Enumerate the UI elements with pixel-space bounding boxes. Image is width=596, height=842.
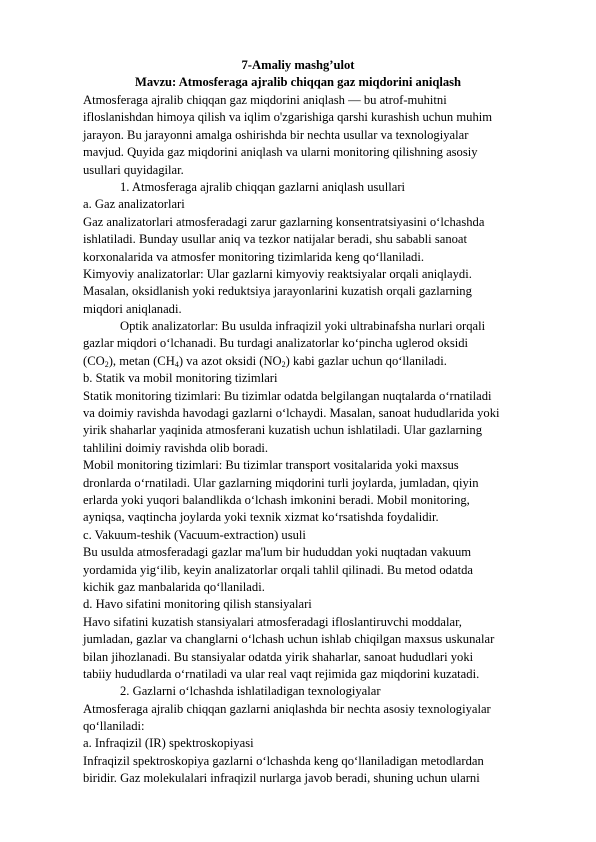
text-line: Masalan, oksidlanish yoki reduktsiya jarayonlarini kuzatish orqali gazlarning <box>83 284 472 299</box>
subsection-heading: d. Havo sifatini monitoring qilish stansiyalari <box>83 597 312 612</box>
section-heading: 1. Atmosferaga ajralib chiqqan gazlarni aniqlash usullari <box>120 179 406 194</box>
text-line: mavjud. Quyida gaz miqdorini aniqlash va ularni monitoring qilishning asosiy <box>83 145 478 160</box>
text-line: Bu usulda atmosferadagi gazlar ma'lum bir hududdan yoki nuqtadan vakuum <box>83 545 472 560</box>
text-line: usullari quyidagilar. <box>83 162 184 177</box>
subsection-heading: b. Statik va mobil monitoring tizimlari <box>83 371 278 386</box>
text-line: gazlar miqdori o‘lchanadi. Bu turdagi analizatorlar ko‘pincha uglerod oksidi <box>83 336 469 351</box>
text-line: ayniqsa, vaqtincha joylarda yoki texnik xizmat ko‘rsatishda foydalidir. <box>83 510 439 525</box>
subsection-heading: c. Vakuum-teshik (Vacuum-extraction) usuli <box>83 527 306 542</box>
text-line: Statik monitoring tizimlari: Bu tizimlar odatda belgilangan nuqtalarda o‘rnatiladi <box>83 388 492 403</box>
text-line: dronlarda o‘rnatiladi. Ular gazlarning miqdorini turli joylarda, jumladan, qiyin <box>83 475 479 490</box>
subsection-heading: a. Gaz analizatorlari <box>83 197 185 212</box>
document-body <box>83 92 518 788</box>
text-line: korxonalarida va atmosfer monitoring tizimlarida keng qo‘llaniladi. <box>83 249 424 264</box>
text-line: va doimiy ravishda havodagi gazlarni o‘lchaydi. Masalan, sanoat hududlarida yoki <box>83 406 500 421</box>
text-line: tahlilini doimiy ravishda olib boradi. <box>83 440 269 455</box>
text-line: Kimyoviy analizatorlar: Ular gazlarni kimyoviy reaktsiyalar orqali aniqlaydi. <box>83 266 472 281</box>
text-line: qo‘llaniladi: <box>83 719 145 734</box>
chemical-formula-line: $(CO_2)$, metan $(CH_4)$ va azot oksidi $(NO_2)$ kabi gazlar uchun qo‘llaniladi. <box>83 353 447 369</box>
subsection-heading: a. Infraqizil (IR) spektroskopiyasi <box>83 736 254 751</box>
text-line: erlarda yoki yuqori balandlikda o‘lchash imkonini beradi. Mobil monitoring, <box>83 492 470 507</box>
text-line: Gaz analizatorlari atmosferadagi zarur gazlarning konsentratsiyasini o‘lchashda <box>83 214 485 229</box>
text-line: biridir. Gaz molekulalari infraqizil nurlarga javob beradi, shuning uchun ularni <box>83 771 480 786</box>
section-heading: 2. Gazlarni o‘lchashda ishlatiladigan texnologiyalar <box>120 684 381 699</box>
text-line: Atmosferaga ajralib chiqqan gaz miqdorini aniqlash — bu atrof-muhitni <box>83 93 447 107</box>
text-line: kichik gaz manbalarida qo‘llaniladi. <box>83 579 265 594</box>
text-line: ifloslanishdan himoya qilish va iqlim o'zgarishiga qarshi kurashish uchun muhim <box>83 110 493 125</box>
text-line: tabiiy hududlarda o‘rnatiladi va ular real vaqt rejimida gaz miqdorini kuzatadi. <box>83 666 480 681</box>
text-line: Atmosferaga ajralib chiqqan gazlarni aniqlashda bir nechta asosiy texnologiyalar <box>83 701 491 716</box>
text-line: Optik analizatorlar: Bu usulda infraqizil yoki ultrabinafsha nurlari orqali <box>120 319 486 334</box>
text-line: yordamida yig‘ilib, keyin analizatorlar orqali tahlil qilinadi. Bu metod odatda <box>83 562 473 577</box>
text-line: jumladan, gazlar va changlarni o‘lchash uchun ishlab chiqilgan maxsus uskunalar <box>83 632 495 647</box>
topic-heading: Mavzu: Atmosferaga ajralib chiqqan gaz miqdorini aniqlash <box>134 75 462 89</box>
text-line: Havo sifatini kuzatish stansiyalari atmosferadagi ifloslantiruvchi moddalar, <box>83 614 462 629</box>
text-line: bilan jihozlanadi. Bu stansiyalar odatda yirik shaharlar, sanoat hududlari yoki <box>83 649 474 664</box>
text-line: jarayon. Bu jarayonni amalga oshirishda bir nechta usullar va texnologiyalar <box>83 127 469 142</box>
text-line: Infraqizil spektroskopiya gazlarni o‘lchashda keng qo‘llaniladigan metodlardan <box>83 753 484 768</box>
text-line: ishlatiladi. Bunday usullar aniq va tezkor natijalar beradi, shu sababli sanoat <box>83 232 467 247</box>
practical-lesson-title: 7-Amaliy mashg’ulot <box>241 58 355 72</box>
text-line: yirik shaharlar yaqinida atmosferani kuzatish uchun ishlatiladi. Ular gazlarning <box>83 423 483 438</box>
text-line: miqdori aniqlanadi. <box>83 301 182 316</box>
text-line: Mobil monitoring tizimlari: Bu tizimlar transport vositalarida yoki maxsus <box>83 458 459 473</box>
